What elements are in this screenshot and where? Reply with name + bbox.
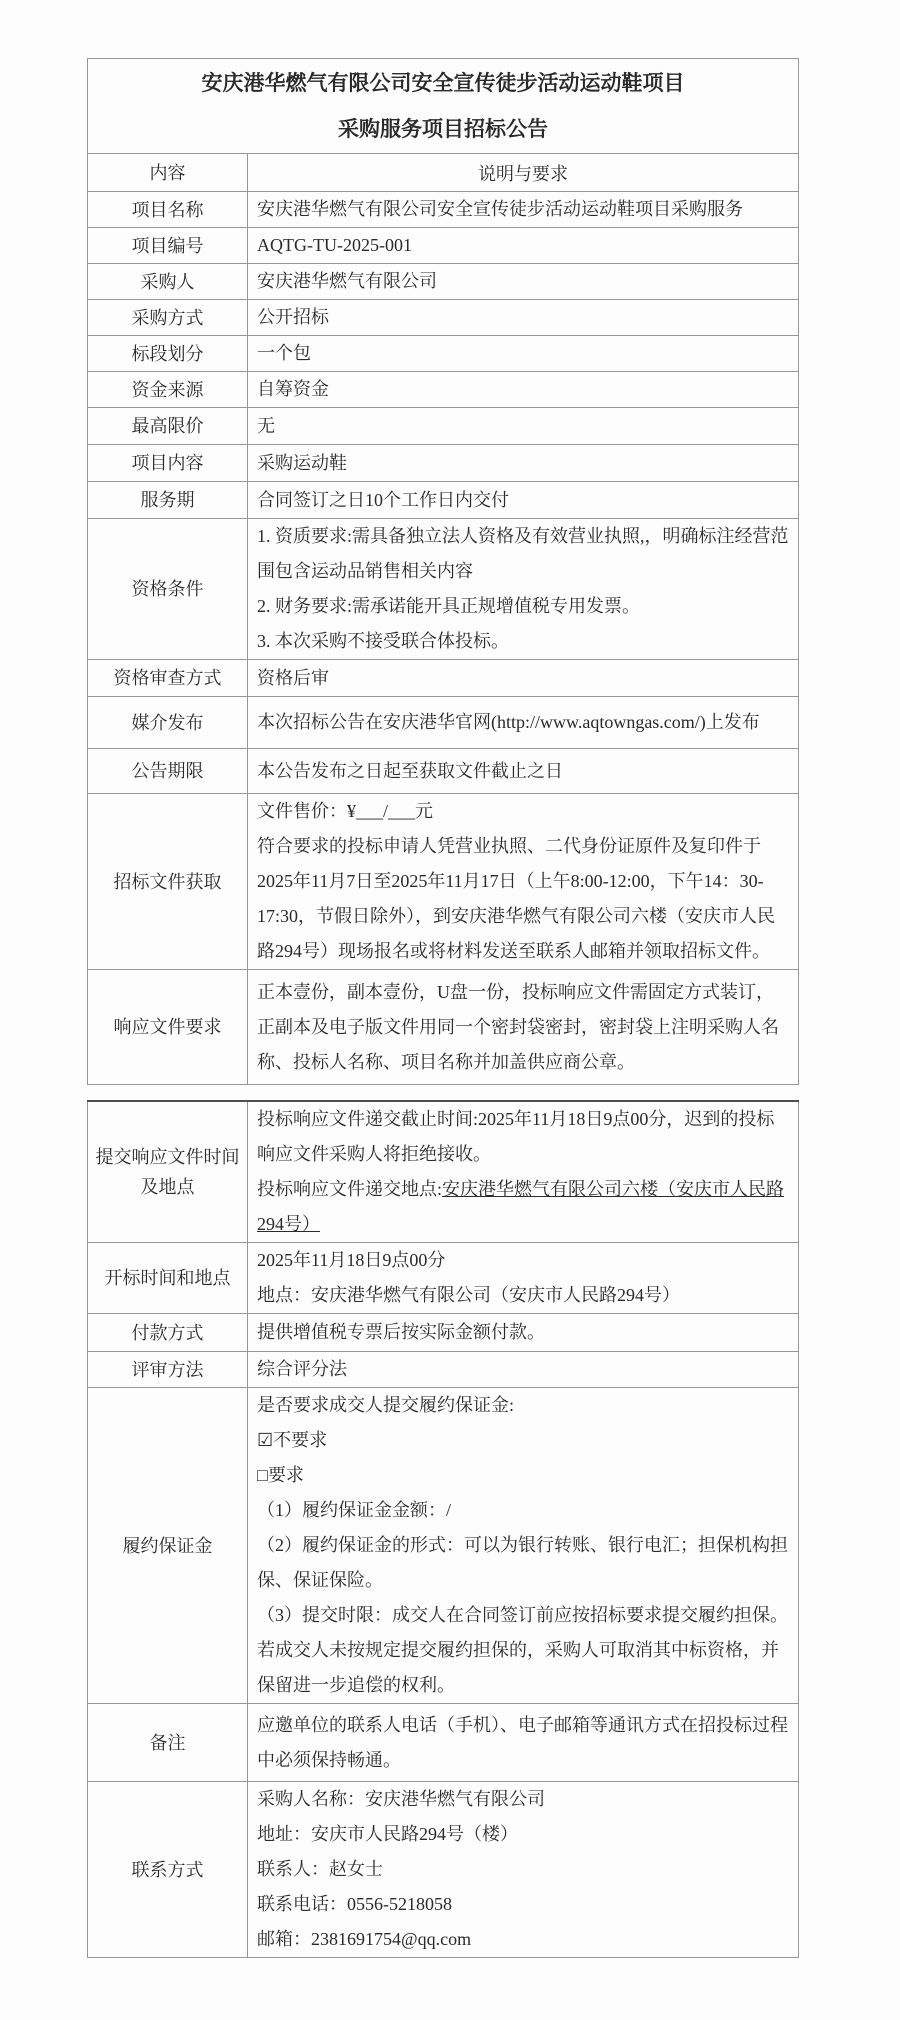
text-segment: 投标响应文件递交地点: [257, 1179, 442, 1199]
table-row [88, 482, 799, 519]
text-segment: 地点：安庆港华燃气有限公司（安庆市人民路294号） [257, 1285, 680, 1305]
row-content [248, 1704, 799, 1782]
content-line [257, 1708, 789, 1778]
content-line [257, 1423, 789, 1458]
row-label: 资格条件 [88, 519, 248, 660]
content-line [257, 661, 789, 696]
content-line [257, 336, 789, 371]
table-row [88, 1782, 799, 1958]
content-line [257, 1528, 789, 1598]
text-segment: 2. 财务要求:需承诺能开具正规增值税专用发票。 [257, 596, 640, 616]
row-content [248, 336, 799, 372]
content-line [257, 705, 789, 740]
text-segment: 是否要求成交人提交履约保证金: [257, 1395, 514, 1415]
table-row [88, 660, 799, 697]
text-segment: 合同签订之日10个工作日内交付 [257, 489, 509, 510]
row-content [248, 482, 799, 519]
table-row [88, 1388, 799, 1704]
table-row [88, 228, 799, 264]
row-label: 评审方法 [88, 1352, 248, 1388]
text-segment: （2）履约保证金的形式：可以为银行转账、银行电汇；担保机构担保、保证保险。 [257, 1535, 788, 1590]
text-segment: 要求 [267, 1465, 304, 1485]
table-row [88, 264, 799, 300]
content-line [257, 300, 789, 335]
content-line [257, 409, 789, 444]
row-label: 标段划分 [88, 336, 248, 372]
text-segment: 安庆港华燃气有限公司安全宣传徒步活动运动鞋项目采购服务 [257, 199, 743, 219]
table-row [88, 300, 799, 336]
row-content [248, 1782, 799, 1958]
text-segment: 自筹资金 [257, 379, 329, 399]
row-content [248, 1388, 799, 1704]
text-segment: 文件售价：¥___/___元 [257, 801, 434, 821]
row-label: 招标文件获取 [88, 794, 248, 970]
row-content [248, 749, 799, 794]
table-row [88, 1101, 799, 1243]
column-header-content: 内容 [88, 154, 248, 192]
table-row [88, 1243, 799, 1314]
table-row [88, 970, 799, 1085]
table-row [88, 192, 799, 228]
column-header-description: 说明与要求 [248, 154, 799, 192]
text-segment: 2025年11月18日9点00分 [257, 1250, 446, 1270]
row-label: 付款方式 [88, 1314, 248, 1352]
row-content [248, 264, 799, 300]
content-line [257, 446, 789, 481]
text-segment: 公开招标 [257, 307, 329, 327]
table-row [88, 1704, 799, 1782]
row-content [248, 697, 799, 749]
text-segment: 采购运动鞋 [257, 452, 347, 473]
text-segment: 资格后审 [257, 667, 329, 688]
text-segment: 应邀单位的联系人电话（手机）、电子邮箱等通讯方式在招投标过程中必须保持畅通。 [257, 1714, 788, 1770]
content-line [257, 1458, 789, 1493]
text-segment: 综合评分法 [257, 1359, 347, 1379]
row-content [248, 660, 799, 697]
row-label: 资格审查方式 [88, 660, 248, 697]
row-content [248, 408, 799, 445]
text-segment: AQTG-TU-2025-001 [257, 235, 412, 255]
table-row [88, 794, 799, 970]
row-content [248, 519, 799, 660]
text-segment: 不要求 [273, 1430, 328, 1450]
table-row [88, 749, 799, 794]
text-segment: 投标响应文件递交截止时间:2025年11月18日9点00分，迟到的投标响应文件采购人将拒绝接收。 [257, 1109, 775, 1164]
content-line [257, 483, 789, 518]
row-label: 公告期限 [88, 749, 248, 794]
checked-checkbox-icon: ☑ [257, 1430, 274, 1450]
content-line [257, 1782, 789, 1817]
text-segment: 本公告发布之日起至获取文件截止之日 [257, 760, 563, 781]
document-title [88, 59, 799, 154]
content-line [257, 1598, 789, 1703]
header-row [88, 154, 799, 192]
row-label: 履约保证金 [88, 1388, 248, 1704]
content-line [257, 1243, 789, 1278]
row-content [248, 300, 799, 336]
row-label: 备注 [88, 1704, 248, 1782]
text-segment: 提供增值税专票后按实际金额付款。 [257, 1322, 545, 1342]
table-row [88, 408, 799, 445]
text-segment: 安庆港华燃气有限公司 [257, 271, 437, 291]
table-row [88, 1352, 799, 1388]
content-line [257, 589, 789, 624]
row-label: 项目编号 [88, 228, 248, 264]
table-row [88, 519, 799, 660]
text-segment: 一个包 [257, 343, 311, 363]
content-line [257, 624, 789, 659]
tender-document [87, 58, 798, 1958]
content-line [257, 228, 789, 263]
row-label: 资金来源 [88, 372, 248, 408]
content-line [257, 1887, 789, 1922]
content-line [257, 372, 789, 407]
content-line [257, 519, 789, 589]
content-line [257, 975, 789, 1080]
text-segment: 地址：安庆市人民路294号（楼） [257, 1824, 518, 1844]
row-label: 媒介发布 [88, 697, 248, 749]
content-line [257, 829, 789, 969]
content-line [257, 192, 789, 227]
row-content [248, 192, 799, 228]
table-row [88, 697, 799, 749]
title-row [88, 59, 799, 154]
table-row [88, 336, 799, 372]
tender-table-main [87, 58, 799, 1085]
content-line [257, 1278, 789, 1313]
text-segment: 1. 资质要求:需具备独立法人资格及有效营业执照,，明确标注经营范围包含运动品销售相关内容 [257, 526, 789, 581]
table-row [88, 372, 799, 408]
row-content [248, 372, 799, 408]
content-line [257, 1352, 789, 1387]
row-content [248, 1352, 799, 1388]
tender-table-submission [87, 1100, 799, 1958]
text-segment: 采购人名称：安庆港华燃气有限公司 [257, 1789, 545, 1809]
row-content [248, 794, 799, 970]
text-segment: 本次招标公告在安庆港华官网(http://www.aqtowngas.com/)上发布 [257, 712, 760, 732]
row-label: 最高限价 [88, 408, 248, 445]
document-title-line1: 安庆港华燃气有限公司安全宣传徒步活动运动鞋项目 [201, 71, 685, 95]
row-content [248, 970, 799, 1085]
text-segment: （3）提交时限：成交人在合同签订前应按招标要求提交履约担保。若成交人未按规定提交履约担保的，采购人可取消其中标资格，并保留进一步追偿的权利。 [257, 1605, 788, 1695]
text-segment: 联系人：赵女士 [257, 1859, 383, 1879]
table-row [88, 445, 799, 482]
row-content [248, 1314, 799, 1352]
content-line [257, 1388, 789, 1423]
text-segment: 邮箱：2381691754@qq.com [257, 1929, 472, 1949]
unchecked-checkbox-icon: □ [257, 1465, 268, 1485]
row-label: 服务期 [88, 482, 248, 519]
text-segment: （1）履约保证金金额：/ [257, 1500, 451, 1520]
content-line [257, 1102, 789, 1172]
text-segment: 3. 本次采购不接受联合体投标。 [257, 631, 509, 651]
row-label: 开标时间和地点 [88, 1243, 248, 1314]
row-label: 联系方式 [88, 1782, 248, 1958]
text-segment: 正本壹份，副本壹份，U盘一份，投标响应文件需固定方式装订，正副本及电子版文件用同一个密封袋密封，密封袋上注明采购人名称、投标人名称、项目名称并加盖供应商公章。 [257, 981, 779, 1072]
row-content [248, 1101, 799, 1243]
content-line [257, 1852, 789, 1887]
row-label: 项目名称 [88, 192, 248, 228]
text-segment: 无 [257, 415, 275, 436]
underlined-text: 安庆港华燃气有限公司六楼（安庆市人民路294号） [257, 1179, 784, 1234]
row-label: 采购人 [88, 264, 248, 300]
content-line [257, 1315, 789, 1350]
row-label: 项目内容 [88, 445, 248, 482]
content-line [257, 1817, 789, 1852]
row-content [248, 228, 799, 264]
content-line [257, 1493, 789, 1528]
row-label: 响应文件要求 [88, 970, 248, 1085]
document-title-line2: 采购服务项目招标公告 [338, 117, 548, 141]
row-content [248, 445, 799, 482]
row-content [248, 1243, 799, 1314]
text-segment: 联系电话：0556-5218058 [257, 1894, 452, 1914]
content-line [257, 754, 789, 789]
row-label: 采购方式 [88, 300, 248, 336]
content-line [257, 794, 789, 829]
content-line [257, 1172, 789, 1242]
row-label: 提交响应文件时间及地点 [88, 1101, 248, 1243]
content-line [257, 264, 789, 299]
text-segment: 符合要求的投标申请人凭营业执照、二代身份证原件及复印件于2025年11月7日至2025年11月17日（上午8:00-12:00，下午14：30-17:30，节假日除外），到安庆港华燃气有限公司六楼（安庆市人民路294号）现场报名或将材料发送至联系人邮箱并领取招标文件。 [257, 836, 775, 961]
table-row [88, 1314, 799, 1352]
content-line [257, 1922, 789, 1957]
